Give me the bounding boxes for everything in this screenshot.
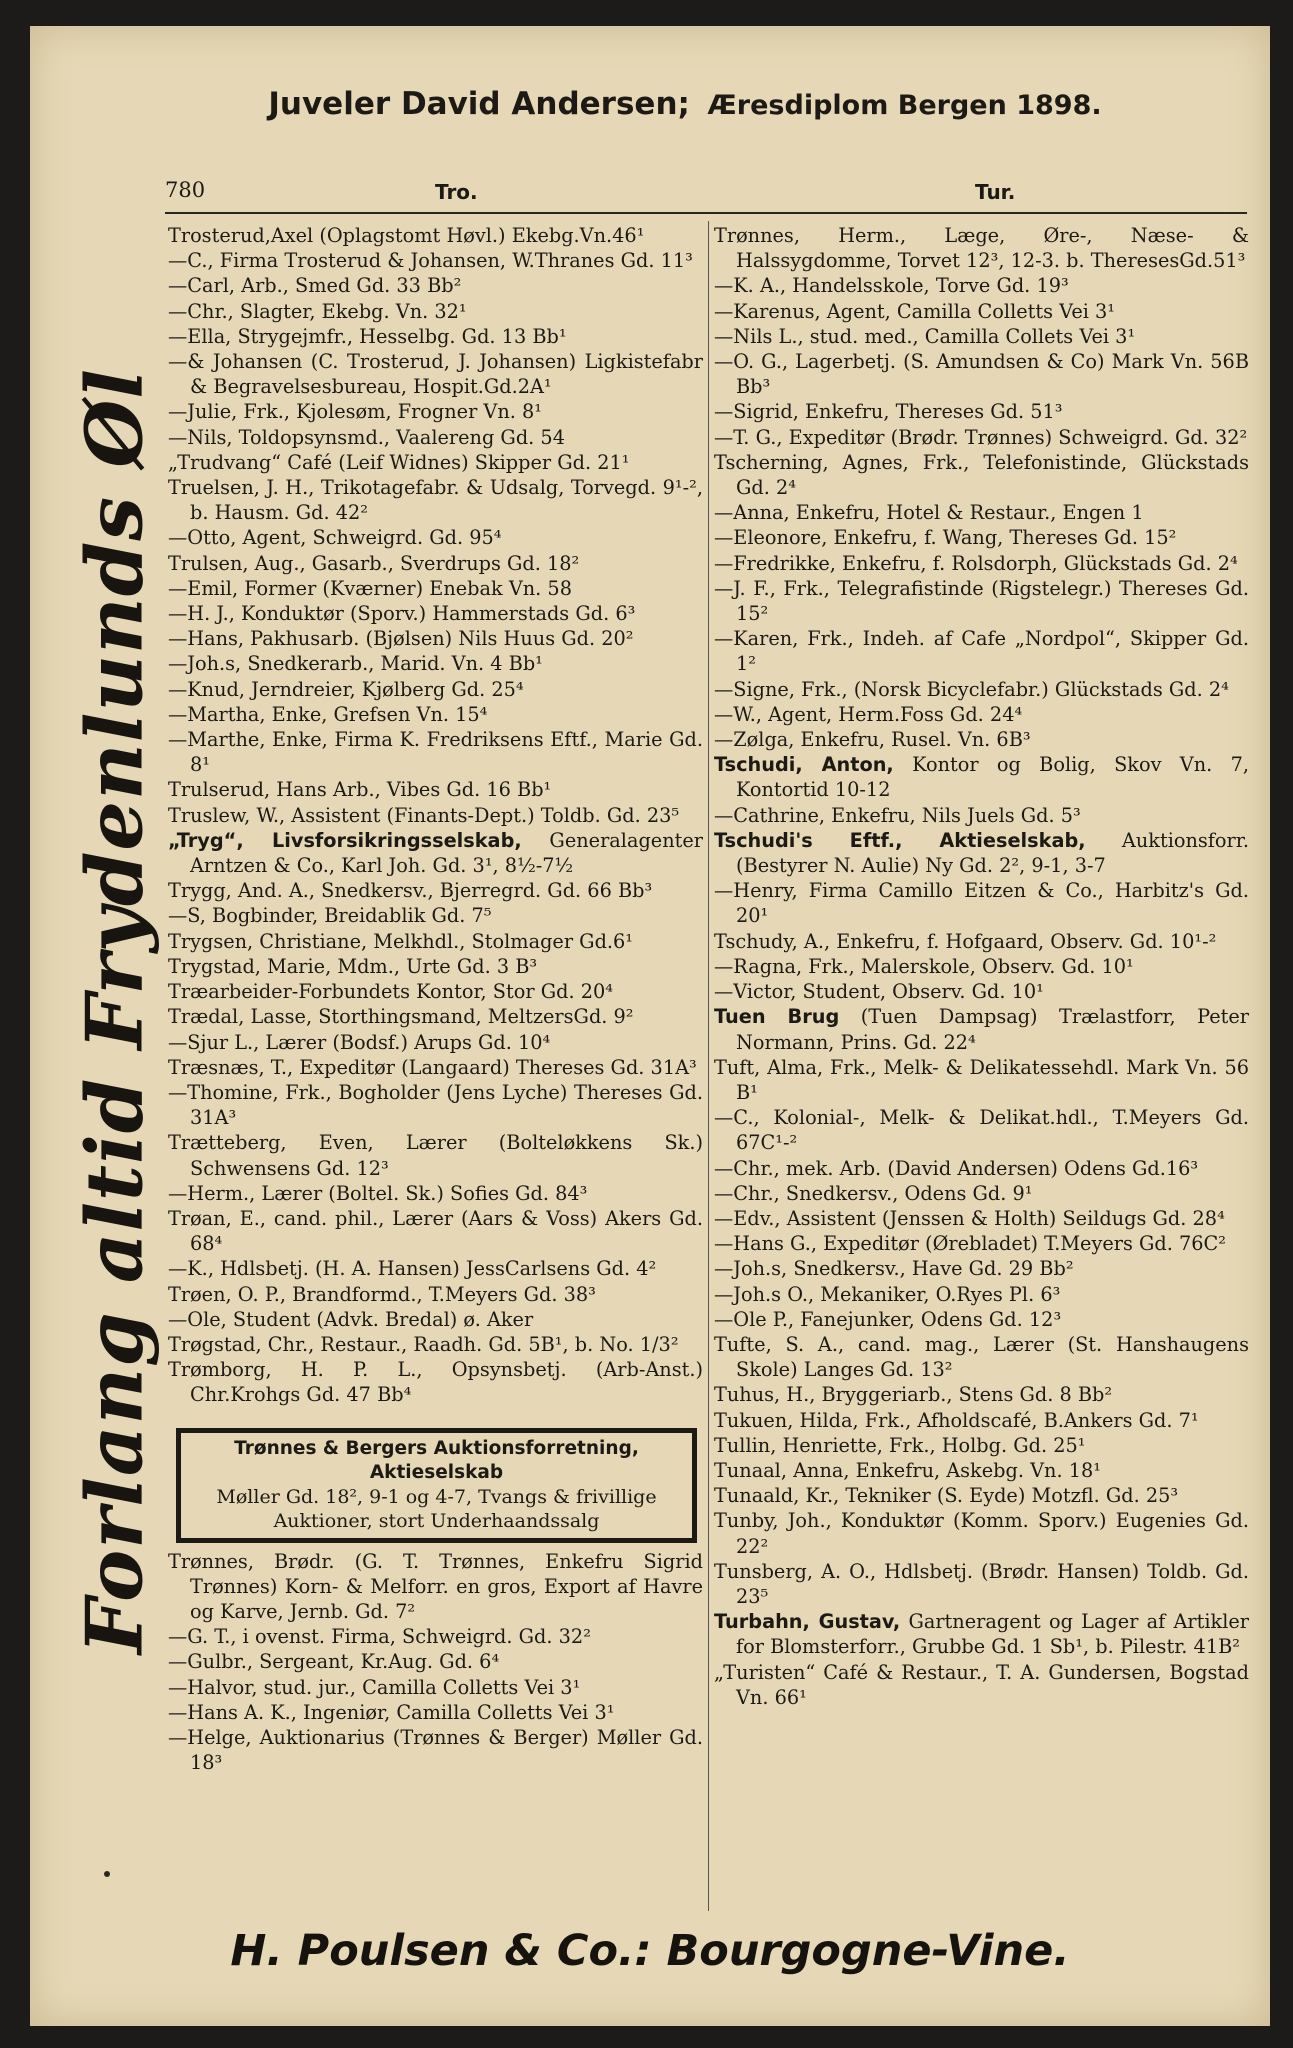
- entry-text: —G. T., i ovenst. Firma, Schweigrd. Gd. 32²: [168, 1625, 591, 1649]
- entry-text: —C., Kolonial-, Melk- & Delikat.hdl., T.Meyers Gd. 67C¹-²: [714, 1106, 1249, 1155]
- directory-entry: [168, 1055, 703, 1080]
- auction-ad-body-1: Møller Gd. 18², 9-1 og 4-7, Tvangs & frivillige: [216, 1485, 657, 1508]
- entry-text: —Ella, Strygejmfr., Hesselbg. Gd. 13 Bb¹: [168, 324, 567, 348]
- directory-entry: [168, 551, 703, 576]
- directory-entry: [168, 1675, 703, 1700]
- directory-entry: [168, 1256, 703, 1281]
- entry-text: Trøgstad, Chr., Restaur., Raadh. Gd. 5B¹, b. No. 1/3²: [168, 1332, 679, 1356]
- entry-text: „Trudvang“ Café (Leif Widnes) Skipper Gd. 21¹: [168, 450, 630, 474]
- left-entries-bottom: [168, 1549, 703, 1776]
- entry-text: —Emil, Former (Kværner) Enebak Vn. 58: [168, 576, 572, 600]
- entry-text: Træarbeider-Forbundets Kontor, Stor Gd. 20⁴: [168, 980, 613, 1004]
- entry-text: Truslew, W., Assistent (Finants-Dept.) Toldb. Gd. 23⁵: [168, 803, 680, 827]
- entry-text: —Victor, Student, Observ. Gd. 10¹: [714, 980, 1044, 1004]
- directory-entry: [714, 1609, 1249, 1659]
- directory-entry: [168, 1181, 703, 1206]
- entry-text: Auktionsforr. (Bestyrer N. Aulie) Ny Gd. 2², 9-1, 3-7: [736, 828, 1249, 878]
- entry-text: —Herm., Lærer (Boltel. Sk.) Sofies Gd. 84³: [168, 1181, 588, 1205]
- directory-entry: [714, 1181, 1249, 1206]
- directory-entry: [714, 1105, 1249, 1155]
- directory-entry: [714, 1282, 1249, 1307]
- directory-entry: [714, 626, 1249, 676]
- guide-word-last: Tur.: [975, 180, 1016, 204]
- directory-entry: [168, 677, 703, 702]
- entry-text: Truelsen, J. H., Trikotagefabr. & Udsalg, Torvegd. 9¹-², b. Hausm. Gd. 42²: [168, 476, 703, 525]
- entry-text: —Ole P., Fanejunker, Odens Gd. 12³: [714, 1307, 1062, 1331]
- auction-ad-title-2: Aktieselskab: [369, 1461, 504, 1483]
- directory-entry: [168, 425, 703, 450]
- directory-entry: [168, 1130, 703, 1180]
- right-entries: [714, 223, 1249, 1710]
- directory-entry: [714, 1004, 1249, 1054]
- entry-text: —Hans G., Expeditør (Ørebladet) T.Meyers Gd. 76C²: [714, 1232, 1227, 1256]
- entry-text: —K. A., Handelsskole, Torve Gd. 19³: [714, 274, 1069, 298]
- directory-entry: [168, 1206, 703, 1256]
- entry-text: —Henry, Firma Camillo Eitzen & Co., Harbitz's Gd. 20¹: [714, 879, 1249, 928]
- directory-entry: [168, 828, 703, 878]
- entry-text: —Signe, Frk., (Norsk Bicyclefabr.) Glückstads Gd. 2⁴: [714, 677, 1229, 701]
- ink-dot: [104, 1871, 110, 1877]
- entry-text: —Halvor, stud. jur., Camilla Colletts Vei 3¹: [168, 1675, 581, 1699]
- column-divider: [708, 221, 709, 1911]
- directory-entry: [714, 1660, 1249, 1710]
- left-entries-top: [168, 223, 703, 1408]
- entry-text: Tunaald, Kr., Tekniker (S. Eyde) Motzfl. Gd. 25³: [714, 1484, 1179, 1508]
- entry-text: Trosterud,Axel (Oplagstomt Høvl.) Ekebg.Vn.46¹: [168, 224, 645, 247]
- directory-entry: [168, 1080, 703, 1130]
- entry-text: —Otto, Agent, Schweigrd. Gd. 95⁴: [168, 526, 502, 550]
- directory-entry: [714, 500, 1249, 525]
- entry-bold-name: Turbahn, Gustav,: [714, 1610, 901, 1634]
- entry-text: —Hans, Pakhusarb. (Bjølsen) Nils Huus Gd. 20²: [168, 627, 634, 651]
- directory-entry: [714, 929, 1249, 954]
- entry-text: —Karen, Frk., Indeh. af Cafe „Nordpol“, Skipper Gd. 1²: [714, 627, 1249, 676]
- directory-entry: [714, 954, 1249, 979]
- directory-entry: [168, 777, 703, 802]
- entry-text: —Joh.s, Snedkersv., Have Gd. 29 Bb²: [714, 1257, 1074, 1281]
- directory-entry: [714, 803, 1249, 828]
- header-rule: [165, 212, 1247, 214]
- directory-entry: [168, 248, 703, 273]
- directory-entry: [714, 1508, 1249, 1558]
- entry-text: Trulsen, Aug., Gasarb., Sverdrups Gd. 18²: [168, 551, 580, 575]
- directory-entry: [714, 551, 1249, 576]
- entry-text: Tunsberg, A. O., Hdlsbetj. (Brødr. Hansen) Toldb. Gd. 23⁵: [714, 1559, 1249, 1608]
- entry-text: Tuft, Alma, Frk., Melk- & Delikatessehdl. Mark Vn. 56 B¹: [714, 1055, 1249, 1104]
- directory-entry: [168, 1307, 703, 1332]
- entry-text: —C., Firma Trosterud & Johansen, W.Thranes Gd. 11³: [168, 249, 693, 273]
- entry-text: „Turisten“ Café & Restaur., T. A. Gundersen, Bogstad Vn. 66¹: [714, 1660, 1249, 1709]
- entry-text: Gartneragent og Lager af Artikler for Blomsterforr., Grubbe Gd. 1 Sb¹, b. Pilestr. 41B²: [736, 1610, 1249, 1659]
- entry-text: Kontor og Bolig, Skov Vn. 7, Kontortid 10-12: [736, 753, 1249, 802]
- directory-entry: [168, 450, 703, 475]
- directory-entry: [168, 651, 703, 676]
- entry-text: —Edv., Assistent (Jenssen & Holth) Seildugs Gd. 28⁴: [714, 1206, 1225, 1230]
- entry-text: —Sjur L., Lærer (Bodsf.) Arups Gd. 10⁴: [168, 1030, 551, 1054]
- directory-entry: [714, 1483, 1249, 1508]
- header-ad-diploma: Æresdiplom Bergen 1898.: [707, 90, 1102, 121]
- directory-entry: [714, 1307, 1249, 1332]
- directory-entry: [714, 702, 1249, 727]
- entry-text: —Gulbr., Sergeant, Kr.Aug. Gd. 6⁴: [168, 1650, 500, 1674]
- entry-text: —Julie, Frk., Kjolesøm, Frogner Vn. 8¹: [168, 400, 543, 424]
- directory-entry: [168, 929, 703, 954]
- directory-entry: [714, 727, 1249, 752]
- entry-text: Trætteberg, Even, Lærer (Bolteløkkens Sk.) Schwensens Gd. 12³: [168, 1131, 703, 1180]
- auction-ad-body-2: Auktioner, stort Underhaandssalg: [273, 1509, 600, 1532]
- entry-text: —Hans A. K., Ingeniør, Camilla Colletts Vei 3¹: [168, 1700, 615, 1724]
- entry-text: Generalagenter Arntzen & Co., Karl Joh. Gd. 3¹, 8½-7½: [190, 828, 703, 878]
- entry-text: —Karenus, Agent, Camilla Colletts Vei 3¹: [714, 299, 1116, 323]
- entry-text: —Sigrid, Enkefru, Thereses Gd. 51³: [714, 400, 1063, 424]
- directory-entry: [168, 1725, 703, 1775]
- directory-entry: [714, 1382, 1249, 1407]
- entry-text: —& Johansen (C. Trosterud, J. Johansen) Ligkistefabr & Begravelsesbureau, Hospit.Gd.2A¹: [168, 350, 703, 399]
- directory-entry: [168, 1357, 703, 1407]
- left-column: [168, 223, 703, 1775]
- entry-text: Trøen, O. P., Brandformd., T.Meyers Gd. 38³: [168, 1282, 596, 1306]
- entry-text: Trønnes, Brødr. (G. T. Trønnes, Enkefru Sigrid Trønnes) Korn- & Melforr. en gros, Export af Havre og Karve, Jernb. Gd. 7²: [168, 1549, 703, 1623]
- entry-text: Tullin, Henriette, Frk., Holbg. Gd. 25¹: [714, 1433, 1086, 1457]
- entry-text: —K., Hdlsbetj. (H. A. Hansen) JessCarlsens Gd. 4²: [168, 1257, 657, 1281]
- sidebar-ad: [60, 368, 170, 1654]
- directory-entry: [168, 399, 703, 424]
- entry-text: Trulserud, Hans Arb., Vibes Gd. 16 Bb¹: [168, 778, 552, 802]
- entry-text: Trygsen, Christiane, Melkhdl., Stolmager Gd.6¹: [168, 929, 634, 953]
- entry-text: Trøan, E., cand. phil., Lærer (Aars & Voss) Akers Gd. 68⁴: [168, 1206, 703, 1256]
- directory-entry: [714, 525, 1249, 550]
- directory-entry: [168, 525, 703, 550]
- directory-entry: [714, 1231, 1249, 1256]
- directory-entry: [168, 979, 703, 1004]
- directory-entry: [168, 1282, 703, 1307]
- entry-text: Tunby, Joh., Konduktør (Komm. Sporv.) Eugenies Gd. 22²: [714, 1509, 1249, 1558]
- footer-ad: H. Poulsen & Co.: Bourgogne-Vine.: [230, 1926, 1070, 1976]
- entry-text: Trønnes, Herm., Læge, Øre-, Næse- & Halssygdomme, Torvet 12³, 12-3. b. TheresesGd.51³: [714, 224, 1249, 273]
- directory-entry: [168, 576, 703, 601]
- entry-text: Tukuen, Hilda, Frk., Afholdscafé, B.Ankers Gd. 7¹: [714, 1408, 1199, 1432]
- directory-entry: [714, 1332, 1249, 1382]
- directory-entry: [714, 752, 1249, 802]
- directory-entry: [168, 223, 703, 248]
- directory-entry: [168, 601, 703, 626]
- entry-text: —Ole, Student (Advk. Bredal) ø. Aker: [168, 1307, 534, 1331]
- directory-entry: [714, 677, 1249, 702]
- directory-entry: [714, 1433, 1249, 1458]
- entry-text: Træsnæs, T., Expeditør (Langaard) Thereses Gd. 31A³: [168, 1055, 697, 1079]
- entry-text: —S, Bogbinder, Breidablik Gd. 7⁵: [168, 904, 492, 928]
- directory-entry: [168, 1030, 703, 1055]
- right-column: [714, 223, 1249, 1710]
- directory-entry: [714, 349, 1249, 399]
- auction-ad-title-1: Trønnes & Bergers Auktionsforretning,: [234, 1437, 639, 1459]
- entry-text: Tufte, S. A., cand. mag., Lærer (St. Hanshaugens Skole) Langes Gd. 13²: [714, 1332, 1249, 1382]
- directory-entry: [714, 1055, 1249, 1105]
- directory-entry: [714, 979, 1249, 1004]
- directory-entry: [168, 299, 703, 324]
- entry-text: —J. F., Frk., Telegrafistinde (Rigstelegr.) Thereses Gd. 15²: [714, 576, 1249, 626]
- entry-text: —Eleonore, Enkefru, f. Wang, Thereses Gd. 15²: [714, 526, 1177, 550]
- entry-text: —Chr., Snedkersv., Odens Gd. 9¹: [714, 1181, 1033, 1205]
- entry-bold-name: Tuen Brug: [714, 1005, 840, 1029]
- directory-entry: [168, 1549, 703, 1625]
- sidebar-ad-text: Forlang altid Frydenlunds Øl: [69, 368, 161, 1654]
- entry-text: —Helge, Auktionarius (Trønnes & Berger) Møller Gd. 18³: [168, 1725, 703, 1775]
- entry-text: —Fredrikke, Enkefru, f. Rolsdorph, Glückstads Gd. 2⁴: [714, 551, 1238, 575]
- entry-text: —Anna, Enkefru, Hotel & Restaur., Engen 1: [714, 501, 1144, 525]
- directory-entry: [168, 626, 703, 651]
- entry-text: (Tuen Dampsag) Trælastforr, Peter Normann, Prins. Gd. 22⁴: [736, 1005, 1249, 1054]
- entry-text: —Chr., Slagter, Ekebg. Vn. 32¹: [168, 299, 467, 323]
- directory-entry: [168, 702, 703, 727]
- entry-text: —Knud, Jerndreier, Kjølberg Gd. 25⁴: [168, 677, 524, 701]
- entry-text: Trædal, Lasse, Storthingsmand, MeltzersGd. 9²: [168, 1005, 634, 1029]
- directory-entry: [714, 878, 1249, 928]
- directory-entry: [714, 1156, 1249, 1181]
- entry-text: Trygstad, Marie, Mdm., Urte Gd. 3 B³: [168, 954, 538, 978]
- guide-word-first: Tro.: [435, 180, 478, 204]
- entry-text: —Thomine, Frk., Bogholder (Jens Lyche) Thereses Gd. 31A³: [168, 1080, 703, 1130]
- directory-entry: [714, 1206, 1249, 1231]
- directory-entry: [714, 828, 1249, 878]
- directory-entry: [168, 803, 703, 828]
- directory-entry: [714, 1256, 1249, 1281]
- entry-text: Tuhus, H., Bryggeriarb., Stens Gd. 8 Bb²: [714, 1383, 1113, 1407]
- directory-entry: [168, 1649, 703, 1674]
- entry-text: —Cathrine, Enkefru, Nils Juels Gd. 5³: [714, 803, 1081, 827]
- directory-entry: [168, 1004, 703, 1029]
- entry-bold-name: Tschudi's Eftf., Aktieselskab,: [714, 828, 1086, 852]
- directory-entry: [168, 273, 703, 298]
- entry-bold-name: Tschudi, Anton,: [714, 753, 894, 777]
- directory-entry: [168, 954, 703, 979]
- entry-text: —Marthe, Enke, Firma K. Fredriksens Eftf., Marie Gd. 8¹: [168, 728, 703, 777]
- directory-entry: [168, 1700, 703, 1725]
- directory-entry: [714, 425, 1249, 450]
- directory-entry: [168, 324, 703, 349]
- page-number: 780: [165, 178, 206, 202]
- directory-entry: [714, 450, 1249, 500]
- directory-page: [30, 26, 1270, 2026]
- entry-text: Trømborg, H. P. L., Opsynsbetj. (Arb-Anst.) Chr.Krohgs Gd. 47 Bb⁴: [168, 1358, 703, 1407]
- directory-entry: [714, 399, 1249, 424]
- entry-text: —Chr., mek. Arb. (David Andersen) Odens Gd.16³: [714, 1156, 1199, 1180]
- directory-entry: [168, 727, 703, 777]
- entry-text: —Nils, Toldopsynsmd., Vaalereng Gd. 54: [168, 425, 565, 449]
- entry-text: Tscherning, Agnes, Frk., Telefonistinde, Glückstads Gd. 2⁴: [714, 450, 1249, 500]
- directory-entry: [714, 299, 1249, 324]
- entry-text: Trygg, And. A., Snedkersv., Bjerregrd. Gd. 66 Bb³: [168, 879, 653, 903]
- entry-text: —T. G., Expeditør (Brødr. Trønnes) Schweigrd. Gd. 32²: [714, 425, 1248, 449]
- entry-text: —W., Agent, Herm.Foss Gd. 24⁴: [714, 702, 1023, 726]
- entry-bold-name: „Tryg“, Livsforsikringsselskab,: [168, 828, 522, 852]
- directory-entry: [714, 1559, 1249, 1609]
- directory-entry: [168, 903, 703, 928]
- entry-text: Tunaal, Anna, Enkefru, Askebg. Vn. 18¹: [714, 1458, 1101, 1482]
- directory-entry: [168, 349, 703, 399]
- page-header-ad: [30, 86, 1270, 122]
- directory-entry: [168, 1624, 703, 1649]
- entry-text: —Zølga, Enkefru, Rusel. Vn. 6B³: [714, 728, 1031, 752]
- entry-text: —Joh.s, Snedkerarb., Marid. Vn. 4 Bb¹: [168, 652, 543, 676]
- entry-text: —H. J., Konduktør (Sporv.) Hammerstads Gd. 6³: [168, 602, 636, 626]
- entry-text: —Martha, Enke, Grefsen Vn. 15⁴: [168, 702, 488, 726]
- entry-text: —Ragna, Frk., Malerskole, Observ. Gd. 10¹: [714, 954, 1134, 978]
- directory-entry: [714, 1408, 1249, 1433]
- directory-entry: [714, 576, 1249, 626]
- directory-entry: [714, 223, 1249, 273]
- entry-text: —Nils L., stud. med., Camilla Collets Vei 3¹: [714, 324, 1136, 348]
- entry-text: Tschudy, A., Enkefru, f. Hofgaard, Observ. Gd. 10¹-²: [714, 929, 1217, 953]
- entry-text: —Carl, Arb., Smed Gd. 33 Bb²: [168, 274, 462, 298]
- directory-entry: [168, 1332, 703, 1357]
- header-ad-jeweler: Juveler David Andersen;: [268, 86, 690, 122]
- directory-entry: [714, 273, 1249, 298]
- directory-entry: [714, 1458, 1249, 1483]
- directory-entry: [168, 878, 703, 903]
- entry-text: —O. G., Lagerbetj. (S. Amundsen & Co) Mark Vn. 56B Bb³: [714, 350, 1249, 399]
- directory-entry: [714, 324, 1249, 349]
- entry-text: —Joh.s O., Mekaniker, O.Ryes Pl. 6³: [714, 1282, 1061, 1306]
- auction-ad-box: [176, 1428, 697, 1543]
- directory-entry: [168, 475, 703, 525]
- running-head: [165, 174, 1235, 204]
